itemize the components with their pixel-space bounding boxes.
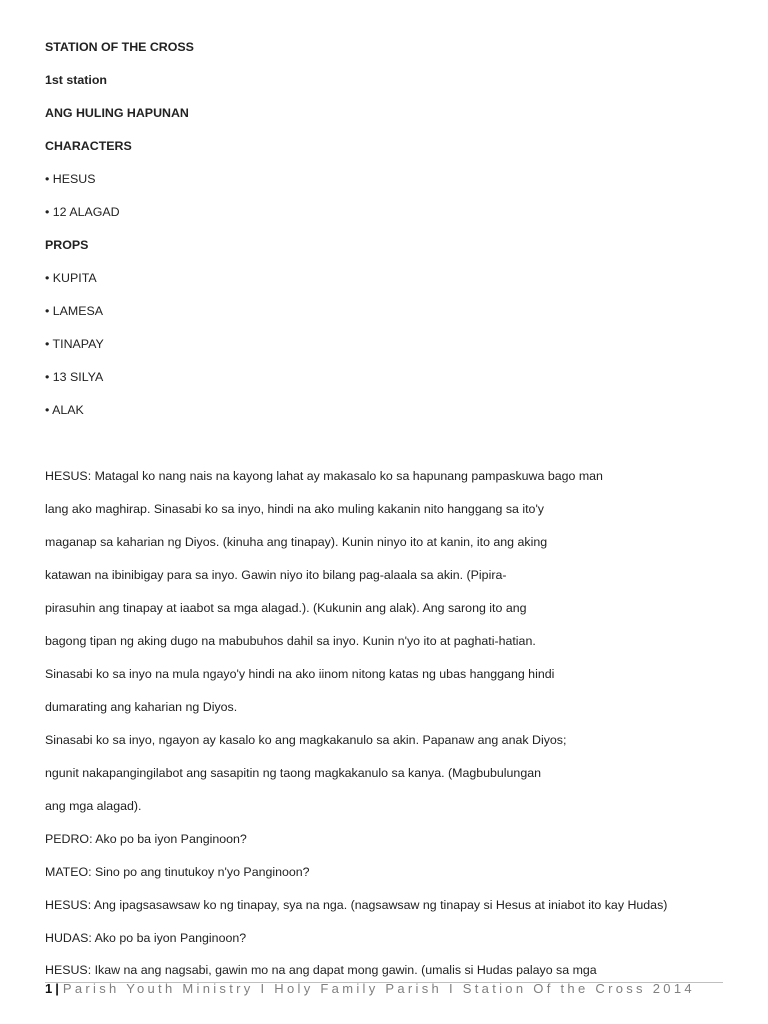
body-line: Sinasabi ko sa inyo, ngayon ay kasalo ko ang magkakanulo sa akin. Papanaw ang anak Diyos; bbox=[45, 733, 567, 747]
body-line: HESUS: Matagal ko nang nais na kayong lahat ay makasalo ko sa hapunang pampaskuwa bago man bbox=[45, 469, 603, 483]
dialogue-line: HUDAS: Ako po ba iyon Panginoon? bbox=[45, 931, 247, 945]
dialogue-line: HESUS: Ikaw na ang nagsabi, gawin mo na ang dapat mong gawin. (umalis si Hudas palayo sa mga bbox=[45, 963, 597, 977]
dialogue-line: PEDRO: Ako po ba iyon Panginoon? bbox=[45, 832, 247, 846]
characters-heading: CHARACTERS bbox=[45, 139, 132, 153]
body-line: dumarating ang kaharian ng Diyos. bbox=[45, 700, 238, 714]
dialogue-line: MATEO: Sino po ang tinutukoy n'yo Panginoon? bbox=[45, 865, 310, 879]
body-line: ang mga alagad). bbox=[45, 799, 142, 813]
body-line: lang ako maghirap. Sinasabi ko sa inyo, hindi na ako muling kakanin nito hanggang sa ito'y bbox=[45, 502, 545, 516]
station-title: ANG HULING HAPUNAN bbox=[45, 106, 189, 120]
body-line: ngunit nakapangingilabot ang sasapitin ng taong magkakanulo sa kanya. (Magbubulungan bbox=[45, 766, 541, 780]
body-line: katawan na ibinibigay para sa inyo. Gawin niyo ito bilang pag-alaala sa akin. (Pipira- bbox=[45, 568, 507, 582]
prop-item: • LAMESA bbox=[45, 304, 104, 318]
page-footer bbox=[45, 982, 705, 995]
prop-item: • ALAK bbox=[45, 403, 84, 417]
prop-item: • KUPITA bbox=[45, 271, 97, 285]
body-line: bagong tipan ng aking dugo na mabubuhos dahil sa inyo. Kunin n'yo ito at paghati-hatian. bbox=[45, 634, 536, 648]
footer-separator: | bbox=[55, 981, 59, 996]
footer-text: Parish Youth Ministry I Holy Family Parish I Station Of the Cross 2014 bbox=[62, 981, 695, 996]
page-number: 1 bbox=[45, 981, 53, 996]
body-line: Sinasabi ko sa inyo na mula ngayo'y hindi na ako iinom nitong katas ng ubas hanggang hindi bbox=[45, 667, 555, 681]
dialogue-line: HESUS: Ang ipagsasawsaw ko ng tinapay, sya na nga. (nagsawsaw ng tinapay si Hesus at iniabot ito kay Hudas) bbox=[45, 898, 668, 912]
station-number: 1st station bbox=[45, 73, 107, 87]
document-title: STATION OF THE CROSS bbox=[45, 40, 194, 54]
body-line: pirasuhin ang tinapay at iaabot sa mga alagad.). (Kukunin ang alak). Ang sarong ito ang bbox=[45, 601, 527, 615]
prop-item: • 13 SILYA bbox=[45, 370, 104, 384]
props-heading: PROPS bbox=[45, 238, 89, 252]
character-item: • 12 ALAGAD bbox=[45, 205, 120, 219]
body-line: maganap sa kaharian ng Diyos. (kinuha ang tinapay). Kunin ninyo ito at kanin, ito ang aking bbox=[45, 535, 548, 549]
character-item: • HESUS bbox=[45, 172, 96, 186]
prop-item: • TINAPAY bbox=[45, 337, 104, 351]
